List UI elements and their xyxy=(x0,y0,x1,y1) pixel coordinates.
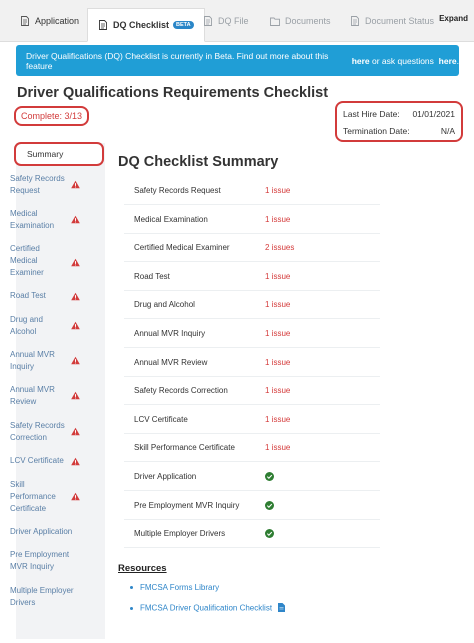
tab-dq-file[interactable] xyxy=(203,8,249,34)
sidebar-item-label: LCV Certificate xyxy=(10,456,64,465)
tab-label: Documents xyxy=(285,16,331,26)
sidebar-item-pre-employment-mvr-inquiry[interactable] xyxy=(10,549,82,573)
document-icon xyxy=(350,15,360,27)
document-icon xyxy=(98,19,108,31)
warning-icon xyxy=(71,258,80,267)
link-fmcsa-dq-checklist[interactable] xyxy=(130,603,285,614)
document-icon xyxy=(20,15,30,27)
sidebar-item-label: Driver Application xyxy=(10,527,73,536)
banner-link-questions[interactable]: here xyxy=(438,55,457,66)
summary-row xyxy=(124,177,380,205)
summary-row xyxy=(124,520,380,548)
summary-row xyxy=(124,263,380,291)
tab-application[interactable] xyxy=(20,8,79,34)
sidebar-item-label: Medical Examination xyxy=(10,209,55,230)
row-label: Multiple Employer Drivers xyxy=(134,529,226,539)
sidebar-item-label: Annual MVR Review xyxy=(10,385,55,406)
sidebar-item-skill-performance-certificate[interactable] xyxy=(10,479,82,515)
check-circle-icon xyxy=(265,472,274,481)
issue-link[interactable]: 1 issue xyxy=(265,329,291,338)
tab-label: Application xyxy=(35,16,80,26)
summary-row xyxy=(124,320,380,348)
warning-icon xyxy=(71,391,80,400)
issue-link[interactable]: 1 issue xyxy=(265,186,291,195)
warning-icon xyxy=(71,356,80,365)
warning-icon xyxy=(71,457,80,466)
tab-dq-checklist[interactable] xyxy=(87,8,205,42)
row-label: Road Test xyxy=(134,271,170,281)
row-label: LCV Certificate xyxy=(134,414,188,424)
tab-bar xyxy=(0,0,474,42)
row-label: Pre Employment MVR Inquiry xyxy=(134,500,240,510)
row-label: Annual MVR Review xyxy=(134,357,208,367)
sidebar-item-annual-mvr-inquiry[interactable] xyxy=(10,349,82,373)
sidebar-item-label: Road Test xyxy=(10,291,46,300)
summary-title: DQ Checklist Summary xyxy=(118,154,279,170)
sidebar-item-label: Annual MVR Inquiry xyxy=(10,350,55,371)
issue-link[interactable]: 1 issue xyxy=(265,357,291,367)
issue-link[interactable]: 1 issue xyxy=(265,386,291,396)
termination-date-row xyxy=(343,126,455,136)
issue-link[interactable]: 2 issues xyxy=(265,243,295,253)
sidebar-item-driver-application[interactable] xyxy=(10,526,82,538)
summary-row xyxy=(124,463,380,491)
sidebar-item-label: Pre Employment MVR Inquiry xyxy=(10,550,70,571)
sidebar-item-drug-and-alcohol[interactable] xyxy=(10,314,82,338)
warning-icon xyxy=(71,321,80,330)
summary-row xyxy=(124,206,380,234)
row-label: Annual MVR Inquiry xyxy=(134,329,206,338)
issue-link[interactable]: 1 issue xyxy=(265,414,291,424)
sidebar-item-annual-mvr-review[interactable] xyxy=(10,384,82,408)
bullet xyxy=(130,586,133,589)
row-label: Drug and Alcohol xyxy=(134,300,195,310)
summary-row xyxy=(124,406,380,434)
row-label: Driver Application xyxy=(134,472,197,481)
termination-label: Termination Date: xyxy=(343,126,410,136)
row-label: Skill Performance Certificate xyxy=(134,443,235,453)
sidebar-item-label: Safety Records Correction xyxy=(10,421,65,442)
link-label: FMCSA Forms Library xyxy=(140,583,220,592)
row-label: Safety Records Correction xyxy=(134,386,228,396)
row-label: Certified Medical Examiner xyxy=(134,243,230,253)
tab-label: DQ Checklist xyxy=(113,20,170,30)
banner-text: Driver Qualifications (DQ) Checklist is currently in Beta. Find out more about this feature xyxy=(26,50,329,71)
beta-info-banner xyxy=(16,45,459,76)
tab-document-status[interactable] xyxy=(350,8,434,34)
pdf-document-icon xyxy=(278,603,285,614)
summary-row xyxy=(124,434,380,462)
warning-icon xyxy=(71,492,80,501)
row-label: Medical Examination xyxy=(134,214,208,224)
sidebar-item-multiple-employer-drivers[interactable] xyxy=(10,585,82,609)
bullet xyxy=(130,607,133,610)
check-circle-icon xyxy=(265,501,274,510)
sidebar-item-safety-records-request[interactable] xyxy=(10,173,82,197)
summary-row xyxy=(124,349,380,377)
last-hire-label: Last Hire Date: xyxy=(343,109,400,119)
sidebar-item-road-test[interactable] xyxy=(10,290,82,302)
sidebar-item-label: Multiple Employer Drivers xyxy=(10,586,74,607)
summary-row xyxy=(124,492,380,520)
warning-icon xyxy=(71,427,80,436)
sidebar-item-medical-examination[interactable] xyxy=(10,208,82,232)
summary-row xyxy=(124,377,380,405)
issue-link[interactable]: 1 issue xyxy=(265,443,291,453)
summary-row xyxy=(124,291,380,319)
warning-icon xyxy=(71,180,80,189)
link-fmcsa-forms-library[interactable] xyxy=(130,583,219,592)
dates-box xyxy=(335,101,463,142)
last-hire-date-row xyxy=(343,109,455,119)
sidebar-item-certified-medical-examiner[interactable] xyxy=(10,243,82,279)
summary-row xyxy=(124,234,380,262)
document-icon xyxy=(203,15,213,27)
issue-link[interactable]: 1 issue xyxy=(265,271,291,281)
tab-documents[interactable] xyxy=(270,8,331,34)
termination-value: N/A xyxy=(440,126,455,136)
warning-icon xyxy=(71,215,80,224)
link-label: FMCSA Driver Qualification Checklist xyxy=(140,603,273,613)
row-label: Safety Records Request xyxy=(134,186,221,195)
banner-text-end: . xyxy=(456,55,459,66)
sidebar-item-lcv-certificate[interactable] xyxy=(10,455,82,467)
issue-link[interactable]: 1 issue xyxy=(265,300,291,310)
issue-link[interactable]: 1 issue xyxy=(265,214,291,224)
expand-button[interactable]: Expand xyxy=(439,14,468,23)
banner-text-middle: or ask questions xyxy=(369,55,437,66)
sidebar-item-label: Skill Performance Certificate xyxy=(10,480,56,513)
sidebar-item-label: Safety Records Request xyxy=(10,174,65,195)
beta-badge: BETA xyxy=(173,21,194,29)
sidebar-item-safety-records-correction[interactable] xyxy=(10,420,82,444)
sidebar-item-summary[interactable]: Summary xyxy=(14,142,104,166)
resources-title: Resources xyxy=(118,563,167,574)
sidebar-item-label: Certified Medical Examiner xyxy=(10,244,44,277)
sidebar-item-label: Drug and Alcohol xyxy=(10,315,43,336)
page-title: Driver Qualifications Requirements Checklist xyxy=(17,85,329,101)
banner-link-here[interactable]: here xyxy=(351,55,370,66)
tab-label: DQ File xyxy=(218,16,249,26)
complete-badge: Complete: 3/13 xyxy=(14,106,89,126)
check-circle-icon xyxy=(265,529,274,538)
folder-icon xyxy=(270,15,280,27)
warning-icon xyxy=(71,292,80,301)
last-hire-value: 01/01/2021 xyxy=(412,109,455,119)
tab-label: Document Status xyxy=(365,16,435,26)
